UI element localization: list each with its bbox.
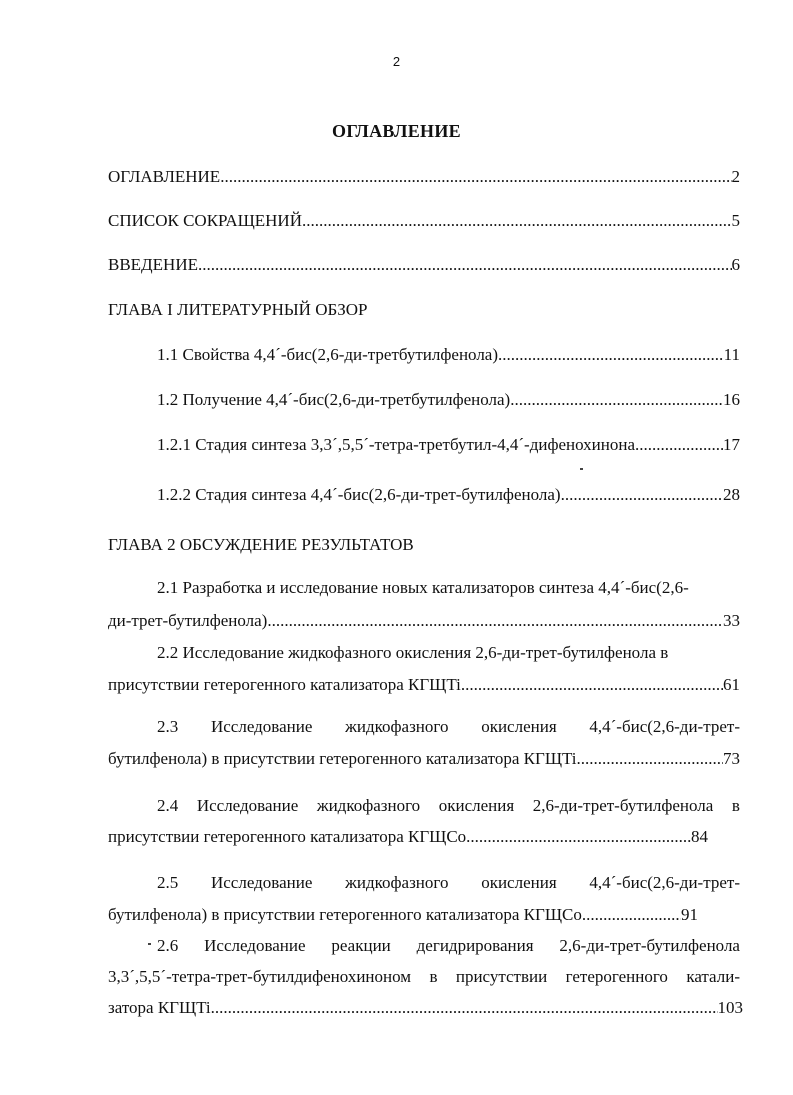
- toc-page-number: 2: [731, 167, 740, 186]
- toc-word: 2,6-ди-трет-бутилфенола: [532, 796, 714, 815]
- toc-entry-2-2-line2[interactable]: [108, 674, 740, 696]
- toc-entry-2-2-line1[interactable]: 2.2 Исследование жидкофазного окисления 2,6-ди-трет-бутилфенола в: [157, 643, 669, 662]
- toc-entry-label: ВВЕДЕНИЕ: [108, 255, 198, 274]
- toc-entry-introduction[interactable]: [108, 254, 740, 276]
- dot-leader: [561, 484, 723, 506]
- toc-word: Исследование: [210, 717, 313, 736]
- toc-word: жидкофазного: [345, 873, 449, 892]
- toc-entry-label: затора КГЩTi: [108, 998, 211, 1017]
- toc-word: жидкофазного: [316, 796, 421, 815]
- toc-entry-1-2-1[interactable]: [157, 434, 740, 456]
- toc-word: дегидрирования: [416, 936, 534, 955]
- toc-entry-2-4-line2[interactable]: [108, 826, 708, 848]
- dot-leader: [577, 748, 724, 770]
- toc-word: в: [429, 967, 438, 986]
- toc-entry-2-6-line1[interactable]: [157, 935, 740, 957]
- toc-word: окисления: [438, 796, 515, 815]
- toc-entry-1-2-2[interactable]: [157, 484, 740, 506]
- toc-entry-label: присутствии гетерогенного катализатора КГЩTi: [108, 675, 461, 694]
- toc-word: 3,3´,5,5´-тетра-трет-бутилдифенохиноном: [108, 967, 412, 986]
- page-title: ОГЛАВЛЕНИЕ: [332, 121, 461, 141]
- dot-leader: [220, 166, 731, 188]
- toc-word: реакции: [331, 936, 391, 955]
- toc-word: 4,4´-бис(2,6-ди-трет-: [589, 873, 740, 892]
- toc-word: 2.4: [157, 796, 179, 815]
- toc-chapter-2-heading[interactable]: ГЛАВА 2 ОБСУЖДЕНИЕ РЕЗУЛЬТАТОВ: [108, 535, 414, 554]
- toc-page-number: 61: [723, 675, 740, 694]
- toc-entry-2-5-line1[interactable]: [157, 872, 740, 894]
- toc-page-number: 28: [723, 485, 740, 504]
- toc-entry-2-3-line2[interactable]: [108, 748, 740, 770]
- toc-word: присутствии: [455, 967, 548, 986]
- dot-leader: [211, 997, 718, 1019]
- toc-entry-abbreviations[interactable]: [108, 210, 740, 232]
- dot-leader: [198, 254, 732, 276]
- toc-word: 2.5: [157, 873, 179, 892]
- toc-entry-label: бутилфенола) в присутствии гетерогенного катализатора КГЩCo: [108, 905, 582, 924]
- toc-word: Исследование: [210, 873, 313, 892]
- page-number: 2: [392, 54, 401, 69]
- toc-page-number: 11: [723, 345, 740, 364]
- toc-entry-2-1-line2[interactable]: [108, 610, 740, 632]
- toc-word: гетерогенного: [565, 967, 668, 986]
- toc-entry-label: 1.2.2 Стадия синтеза 4,4´-бис(2,6-ди-трет-бутилфенола): [157, 485, 561, 504]
- toc-page-number: 103: [717, 998, 743, 1017]
- toc-word: окисления: [481, 717, 557, 736]
- dot-leader: [498, 344, 724, 366]
- toc-page-number: 5: [731, 211, 740, 230]
- toc-page-number: 91: [681, 905, 698, 924]
- toc-entry-2-3-line1[interactable]: [157, 716, 740, 738]
- toc-entry-2-4-line1[interactable]: [157, 795, 740, 817]
- toc-entry-label: 1.1 Свойства 4,4´-бис(2,6-ди-третбутилфенола): [157, 345, 499, 364]
- toc-word: в: [731, 796, 740, 815]
- toc-entry-2-1-line1[interactable]: 2.1 Разработка и исследование новых катализаторов синтеза 4,4´-бис(2,6-: [157, 578, 689, 597]
- toc-page-number: 33: [723, 611, 740, 630]
- toc-entry-2-6-line3[interactable]: [108, 997, 743, 1019]
- dot-leader: [267, 610, 723, 632]
- toc-entry-label: бутилфенола) в присутствии гетерогенного катализатора КГЩTi: [108, 749, 577, 768]
- toc-word: Исследование: [196, 796, 299, 815]
- toc-entry-label: СПИСОК СОКРАЩЕНИЙ: [108, 211, 302, 230]
- dot-leader: [302, 210, 732, 232]
- toc-word: Исследование: [204, 936, 306, 955]
- toc-entry-label: ди-трет-бутилфенола): [108, 611, 268, 630]
- scan-speck: [580, 468, 583, 470]
- dot-leader: [582, 904, 681, 926]
- dot-leader: [510, 389, 723, 411]
- toc-page-number: 84: [691, 827, 708, 846]
- toc-entry-contents[interactable]: [108, 166, 740, 188]
- toc-page-number: 16: [723, 390, 740, 409]
- toc-word: 2,6-ди-трет-бутилфенола: [559, 936, 740, 955]
- toc-word: жидкофазного: [345, 717, 449, 736]
- toc-entry-1-2[interactable]: [157, 389, 740, 411]
- toc-entry-1-1[interactable]: [157, 344, 740, 366]
- toc-word: 2.3: [157, 717, 179, 736]
- toc-page-number: 73: [723, 749, 740, 768]
- toc-word: катали-: [686, 967, 740, 986]
- dot-leader: [461, 674, 723, 696]
- toc-entry-label: ОГЛАВЛЕНИЕ: [108, 167, 221, 186]
- dot-leader: [635, 434, 723, 456]
- toc-word: 2.6: [157, 936, 179, 955]
- toc-word: 4,4´-бис(2,6-ди-трет-: [589, 717, 740, 736]
- dot-leader: [466, 826, 691, 848]
- toc-entry-2-5-line2[interactable]: [108, 904, 698, 926]
- toc-entry-label: присутствии гетерогенного катализатора КГЩCo: [108, 827, 467, 846]
- toc-entry-label: 1.2 Получение 4,4´-бис(2,6-ди-третбутилфенола): [157, 390, 511, 409]
- scan-speck: [148, 943, 151, 945]
- toc-entry-label: 1.2.1 Стадия синтеза 3,3´,5,5´-тетра-третбутил-4,4´-дифенохинона: [157, 435, 636, 454]
- toc-page-number: 17: [723, 435, 740, 454]
- toc-entry-2-6-line2[interactable]: [108, 966, 740, 988]
- toc-word: окисления: [481, 873, 557, 892]
- toc-chapter-1-heading[interactable]: ГЛАВА I ЛИТЕРАТУРНЫЙ ОБЗОР: [108, 300, 368, 319]
- toc-page-number: 6: [731, 255, 740, 274]
